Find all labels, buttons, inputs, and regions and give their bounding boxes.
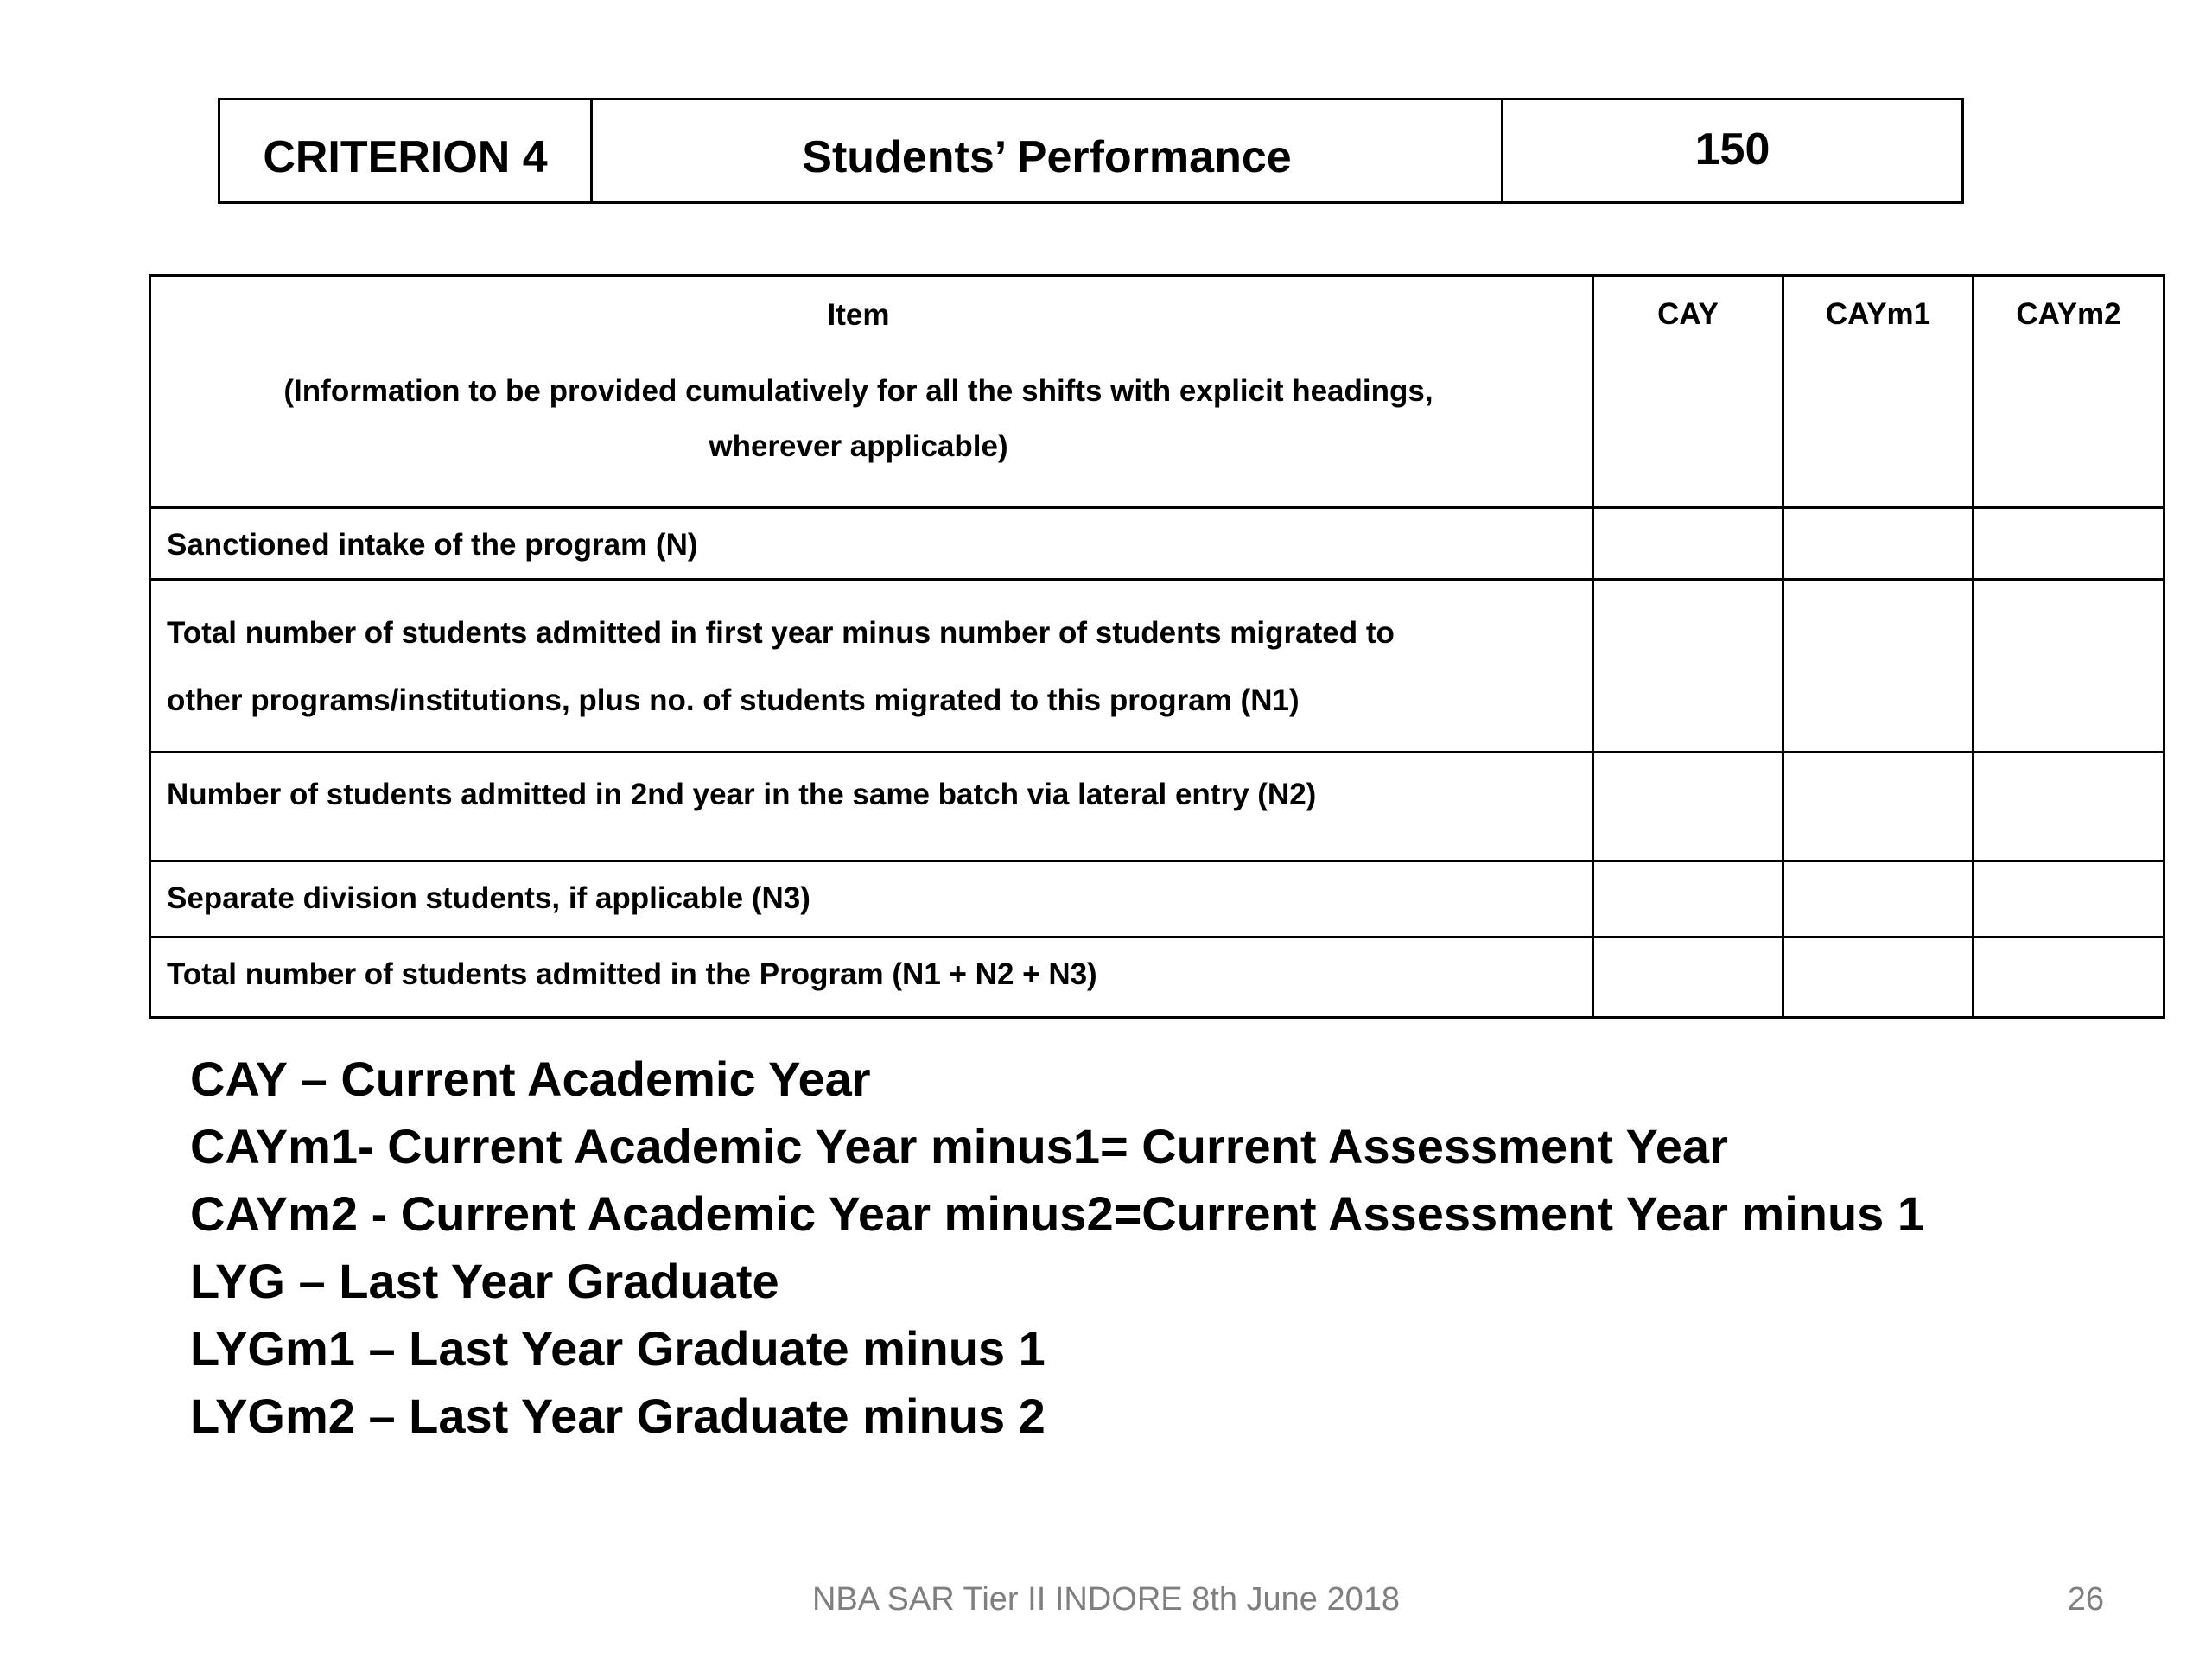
cell-caym2[interactable] bbox=[1974, 861, 2164, 938]
cell-cay[interactable] bbox=[1593, 508, 1783, 580]
cell-caym2[interactable] bbox=[1974, 753, 2164, 861]
legend-item-cay: CAY – Current Academic Year bbox=[190, 1052, 871, 1106]
item-heading: Item bbox=[827, 298, 890, 332]
row-item-line-2: other programs/institutions, plus no. of students migrated to this program (N1) bbox=[167, 683, 1300, 717]
cell-caym1[interactable] bbox=[1783, 508, 1974, 580]
legend-item-lyg: LYG – Last Year Graduate bbox=[190, 1254, 779, 1308]
row-item-total-admitted: Total number of students admitted in the Program (N1 + N2 + N3) bbox=[150, 938, 1593, 1018]
item-note-line-2: wherever applicable) bbox=[709, 429, 1008, 463]
cell-cay[interactable] bbox=[1593, 753, 1783, 861]
row-item-first-year-admitted bbox=[150, 580, 1593, 753]
table-header-row bbox=[150, 276, 2164, 508]
legend-item-caym2: CAYm2 - Current Academic Year minus2=Current Assessment Year minus 1 bbox=[190, 1186, 1925, 1241]
row-item-line-1: Total number of students admitted in first year minus number of students migrated to bbox=[167, 616, 1395, 650]
legend-item-lygm1: LYGm1 – Last Year Graduate minus 1 bbox=[190, 1321, 1046, 1376]
cell-caym2[interactable] bbox=[1974, 938, 2164, 1018]
table-row bbox=[150, 508, 2164, 580]
abbreviation-legend bbox=[190, 1046, 1924, 1450]
cell-cay[interactable] bbox=[1593, 938, 1783, 1018]
column-header-cay: CAY bbox=[1593, 276, 1783, 508]
column-header-caym2: CAYm2 bbox=[1974, 276, 2164, 508]
cell-caym2[interactable] bbox=[1974, 580, 2164, 753]
row-item-separate-division: Separate division students, if applicable (N3) bbox=[150, 861, 1593, 938]
item-note-line-1: (Information to be provided cumulatively for all the shifts with explicit headings, bbox=[283, 374, 1433, 408]
table-row bbox=[150, 861, 2164, 938]
legend-item-caym1: CAYm1- Current Academic Year minus1= Current Assessment Year bbox=[190, 1119, 1728, 1173]
legend-item-lygm2: LYGm2 – Last Year Graduate minus 2 bbox=[190, 1389, 1046, 1443]
table-row bbox=[150, 580, 2164, 753]
criterion-header-table bbox=[218, 98, 1964, 204]
criterion-label: CRITERION 4 bbox=[219, 99, 592, 203]
column-header-caym1: CAYm1 bbox=[1783, 276, 1974, 508]
students-admission-table bbox=[149, 274, 2165, 1019]
table-row bbox=[150, 938, 2164, 1018]
cell-cay[interactable] bbox=[1593, 580, 1783, 753]
slide-number: 26 bbox=[2067, 1581, 2104, 1618]
cell-caym2[interactable] bbox=[1974, 508, 2164, 580]
row-item-lateral-entry: Number of students admitted in 2nd year in the same batch via lateral entry (N2) bbox=[150, 753, 1593, 861]
cell-caym1[interactable] bbox=[1783, 938, 1974, 1018]
table-row bbox=[150, 753, 2164, 861]
criterion-title: Students’ Performance bbox=[592, 99, 1503, 203]
cell-caym1[interactable] bbox=[1783, 753, 1974, 861]
cell-caym1[interactable] bbox=[1783, 580, 1974, 753]
cell-caym1[interactable] bbox=[1783, 861, 1974, 938]
item-column-header bbox=[150, 276, 1593, 508]
cell-cay[interactable] bbox=[1593, 861, 1783, 938]
slide-footer: NBA SAR Tier II INDORE 8th June 2018 bbox=[811, 1581, 1401, 1618]
criterion-score: 150 bbox=[1503, 99, 1963, 203]
row-item-sanctioned-intake: Sanctioned intake of the program (N) bbox=[150, 508, 1593, 580]
